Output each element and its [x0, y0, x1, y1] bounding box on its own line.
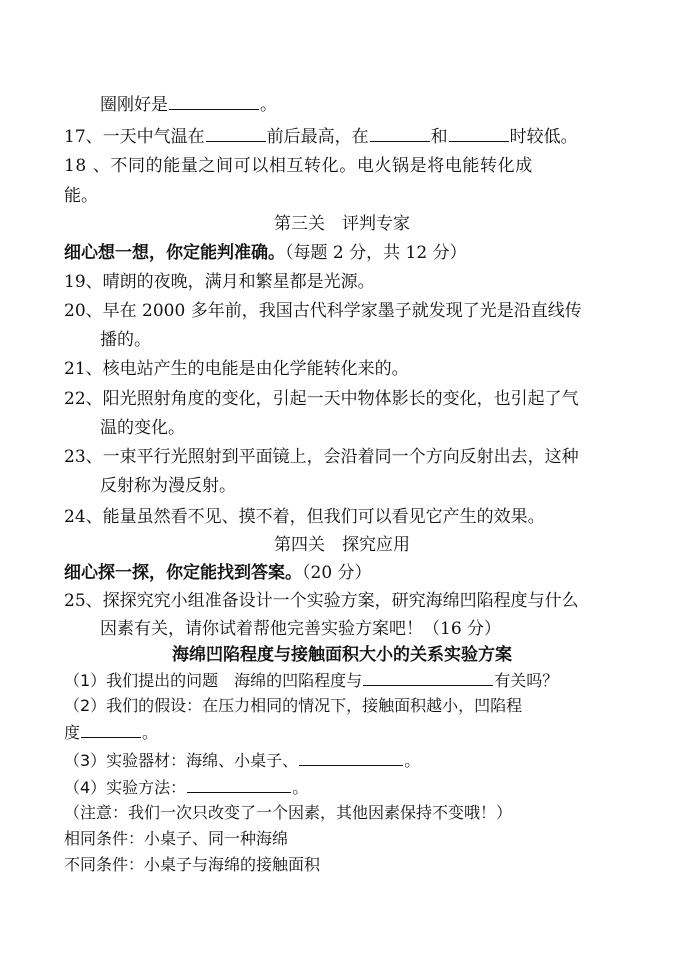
answer-blank[interactable] [299, 748, 403, 766]
answer-blank[interactable] [206, 124, 266, 142]
section3-title: 第三关 评判专家 [274, 214, 410, 234]
question-20-line2: 播的。 [100, 330, 151, 350]
answer-blank[interactable] [169, 92, 259, 110]
answer-blank[interactable] [363, 668, 493, 686]
plan-item-2-line2: 度 。 [64, 720, 158, 745]
question-22-line1: 22、阳光照射角度的变化，引起一天中物体影长的变化，也引起了气 [64, 389, 579, 409]
section3-instruction: 细心想一想，你定能判准确。（每题 2 分，共 12 分） [64, 243, 467, 263]
question-19: 19、晴朗的夜晚，满月和繁星都是光源。 [64, 272, 375, 292]
plan-item-1: （1）我们提出的问题 海绵的凹陷程度与 有关吗？ [64, 668, 558, 693]
answer-blank[interactable] [370, 124, 430, 142]
q16-continuation: 圈刚好是 。 [100, 92, 277, 117]
question-23-line2: 反射称为漫反射。 [100, 476, 236, 496]
plan-item-2-line1: （2）我们的假设：在压力相同的情况下，接触面积越小，凹陷程 [64, 696, 523, 715]
question-21: 21、核电站产生的电能是由化学能转化来的。 [64, 359, 409, 379]
section4-instruction: 细心探一探，你定能找到答案。（20 分） [64, 563, 372, 583]
question-22-line2: 温的变化。 [100, 418, 185, 438]
question-18-line2: 能。 [64, 186, 98, 206]
question-25-line1: 25、探探究究小组准备设计一个实验方案，研究海绵凹陷程度与什么 [64, 591, 579, 611]
question-18-line1: 18 、不同的能量之间可以相互转化。电火锅是将电能转化成 [64, 156, 533, 176]
plan-item-3: （3）实验器材：海绵、小桌子、 。 [64, 748, 420, 773]
plan-note: （注意：我们一次只改变了一个因素，其他因素保持不变哦！） [64, 803, 513, 822]
question-20-line1: 20、早在 2000 多年前，我国古代科学家墨子就发现了光是沿直线传 [64, 301, 582, 321]
different-condition: 不同条件：小桌子与海绵的接触面积 [64, 855, 321, 874]
same-condition: 相同条件：小桌子、同一种海绵 [64, 829, 289, 848]
answer-blank[interactable] [449, 124, 509, 142]
plan-title: 海绵凹陷程度与接触面积大小的关系实验方案 [172, 645, 512, 665]
answer-blank[interactable] [81, 720, 141, 738]
section4-title: 第四关 探究应用 [274, 535, 410, 555]
plan-item-4: （4）实验方法： 。 [64, 775, 308, 800]
question-23-line1: 23、一束平行光照射到平面镜上，会沿着同一个方向反射出去，这种 [64, 447, 579, 467]
answer-blank[interactable] [187, 775, 291, 793]
question-24: 24、能量虽然看不见、摸不着，但我们可以看见它产生的效果。 [64, 507, 545, 527]
question-25-line2: 因素有关，请你试着帮他完善实验方案吧！（16 分） [100, 619, 502, 639]
question-17: 17、一天中气温在 前后最高，在 和 时较低。 [64, 124, 578, 149]
